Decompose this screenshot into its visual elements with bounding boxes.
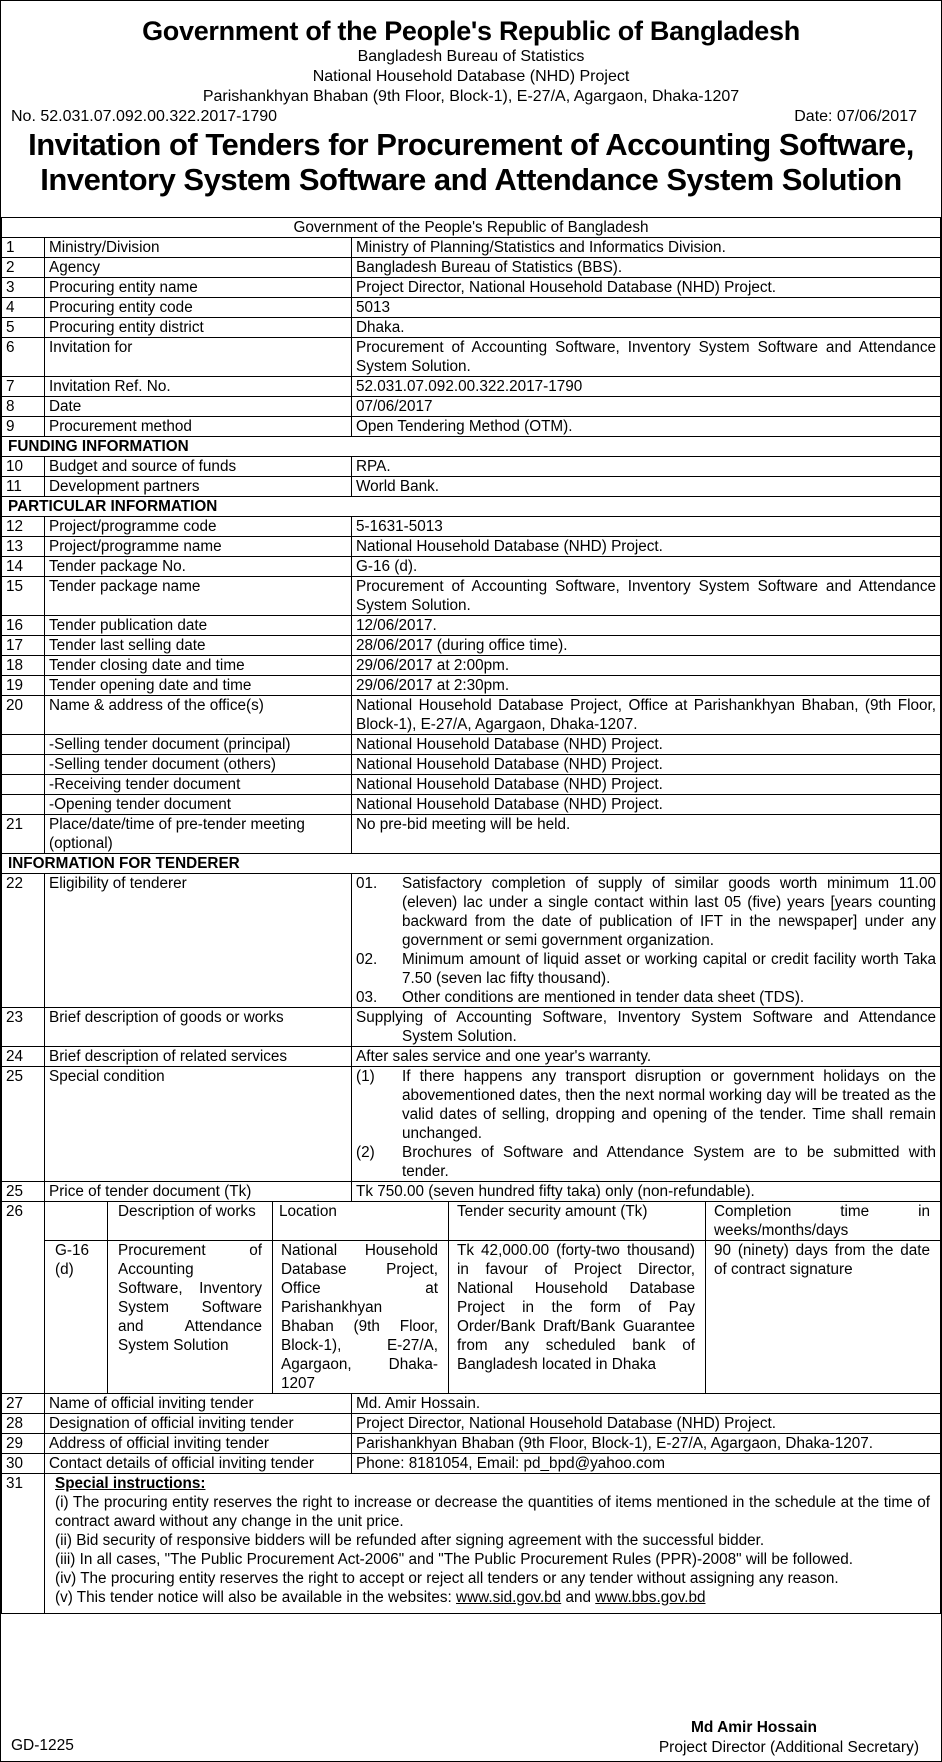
row-number: 10 xyxy=(2,457,45,477)
table-row xyxy=(2,397,941,417)
row-label: Budget and source of funds xyxy=(45,457,352,477)
row-value: National Household Database (NHD) Project. xyxy=(352,537,941,557)
list-marker: (1) xyxy=(356,1068,375,1085)
row-value: National Household Database (NHD) Project. xyxy=(352,755,941,775)
row-number xyxy=(2,755,45,775)
list-text: If there happens any transport disruption or government holidays on the abovementioned dates, then the next normal working day will be treated as the valid dates of selling, dropping and opening of the tender. Time shall remain unchanged. xyxy=(402,1068,936,1142)
list-text: Brochures of Software and Attendance System are to be submitted with tender. xyxy=(402,1144,936,1180)
tender-schedule-row xyxy=(2,1202,941,1394)
row-number: 25 xyxy=(2,1067,45,1182)
work-description: Procurement of Accounting Software, Inventory System Software and Attendance System Solution xyxy=(108,1241,273,1394)
bureau-name: Bangladesh Bureau of Statistics xyxy=(357,48,585,65)
row-number: 2 xyxy=(2,258,45,278)
row-value: After sales service and one year's warranty. xyxy=(352,1047,941,1067)
row-number xyxy=(2,775,45,795)
instructions-title: Special instructions: xyxy=(55,1475,206,1492)
special-instructions xyxy=(45,1474,941,1614)
table-row xyxy=(2,577,941,616)
row-number: 27 xyxy=(2,1394,45,1414)
row-value xyxy=(352,1067,941,1182)
table-row xyxy=(2,815,941,854)
row-value: Supplying of Accounting Software, Inventory System Software and Attendance System Solution. xyxy=(356,1009,936,1045)
table-row xyxy=(2,1414,941,1434)
row-number: 24 xyxy=(2,1047,45,1067)
row-number: 17 xyxy=(2,636,45,656)
row-label: Tender closing date and time xyxy=(45,656,352,676)
row-label: Name of official inviting tender xyxy=(45,1394,352,1414)
notice-title-line-1: Invitation of Tenders for Procurement of Accounting Software, xyxy=(28,127,914,162)
list-text: Other conditions are mentioned in tender data sheet (TDS). xyxy=(402,989,805,1006)
row-number: 30 xyxy=(2,1454,45,1474)
list-item xyxy=(356,1067,936,1143)
row-label: Tender publication date xyxy=(45,616,352,636)
reference-number: No. 52.031.07.092.00.322.2017-1790 xyxy=(11,108,278,125)
row-number: 26 xyxy=(2,1202,45,1394)
row-label: Procuring entity name xyxy=(45,278,352,298)
completion-time: 90 (ninety) days from the date of contract signature xyxy=(706,1241,941,1394)
list-marker: 03. xyxy=(356,989,378,1006)
instructions-title-wrap xyxy=(55,1474,930,1493)
row-number: 23 xyxy=(2,1008,45,1047)
row-value: 5-1631-5013 xyxy=(352,517,941,537)
table-row xyxy=(2,1008,941,1047)
table-row xyxy=(2,417,941,437)
section-heading: PARTICULAR INFORMATION xyxy=(2,497,941,517)
row-label: Brief description of related services xyxy=(45,1047,352,1067)
gd-code: GD-1225 xyxy=(11,1737,74,1754)
list-marker: 01. xyxy=(356,875,378,892)
schedule-cell xyxy=(45,1202,941,1394)
row-number: 25 xyxy=(2,1182,45,1202)
row-label: Development partners xyxy=(45,477,352,497)
row-label: Tender last selling date xyxy=(45,636,352,656)
eligibility-row xyxy=(2,874,941,1008)
row-value: 29/06/2017 at 2:30pm. xyxy=(352,676,941,696)
reference-row xyxy=(1,107,941,127)
row-value: Phone: 8181054, Email: pd_bpd@yahoo.com xyxy=(352,1454,941,1474)
special-instructions-row xyxy=(2,1474,941,1614)
table-row xyxy=(2,318,941,338)
row-value: 28/06/2017 (during office time). xyxy=(352,636,941,656)
row-label: -Receiving tender document xyxy=(45,775,352,795)
notice-title-line-2: Inventory System Software and Attendance System Solution xyxy=(40,162,902,197)
instruction-line: (iv) The procuring entity reserves the right to accept or reject all tenders or any tender without assigning any reason. xyxy=(55,1570,839,1587)
table-row xyxy=(2,477,941,497)
schedule-header: Tender security amount (Tk) xyxy=(449,1202,706,1241)
row-label: Project/programme name xyxy=(45,537,352,557)
table-title: Government of the People's Republic of Bangladesh xyxy=(2,218,941,238)
row-label: Eligibility of tenderer xyxy=(45,874,352,1008)
table-row xyxy=(2,616,941,636)
table-row xyxy=(2,636,941,656)
row-label: Project/programme code xyxy=(45,517,352,537)
row-value: National Household Database (NHD) Project. xyxy=(352,775,941,795)
table-row xyxy=(2,696,941,735)
section-tenderer xyxy=(2,854,941,874)
row-value: Tk 750.00 (seven hundred fifty taka) only (non-refundable). xyxy=(352,1182,941,1202)
row-label: Place/date/time of pre-tender meeting (optional) xyxy=(45,815,352,854)
row-label: Tender opening date and time xyxy=(45,676,352,696)
and-text: and xyxy=(561,1589,596,1606)
instruction-line: (ii) Bid security of responsive bidders will be refunded after signing agreement with the successful bidder. xyxy=(55,1532,765,1549)
row-value: National Household Database (NHD) Project. xyxy=(352,795,941,815)
row-label: Agency xyxy=(45,258,352,278)
row-number: 6 xyxy=(2,338,45,377)
table-row xyxy=(2,676,941,696)
row-value: 29/06/2017 at 2:00pm. xyxy=(352,656,941,676)
row-value: Procurement of Accounting Software, Inventory System Software and Attendance System Solution. xyxy=(352,338,941,377)
row-number: 8 xyxy=(2,397,45,417)
schedule-header-blank xyxy=(45,1202,108,1241)
row-label: Invitation for xyxy=(45,338,352,377)
row-value: G-16 (d). xyxy=(352,557,941,577)
row-number: 16 xyxy=(2,616,45,636)
tender-schedule-table xyxy=(45,1202,940,1393)
row-number: 18 xyxy=(2,656,45,676)
schedule-header: Location xyxy=(273,1202,449,1241)
row-value: Project Director, National Household Database (NHD) Project. xyxy=(352,278,941,298)
instruction-line: (i) The procuring entity reserves the right to increase or decrease the quantities of items mentioned in the schedule at the time of contract award without any change in the unit price. xyxy=(55,1494,930,1530)
row-number xyxy=(2,795,45,815)
package-number: G-16 (d) xyxy=(45,1241,108,1394)
row-value: No pre-bid meeting will be held. xyxy=(352,815,941,854)
row-label: -Selling tender document (others) xyxy=(45,755,352,775)
tender-info-table xyxy=(1,217,941,1614)
tender-security: Tk 42,000.00 (forty-two thousand) in favour of Project Director, National Household Database Project in the form of Pay Order/Bank Draft/Bank Guarantee from any scheduled bank of Bangladesh located in Dhaka xyxy=(449,1241,706,1394)
row-value: Md. Amir Hossain. xyxy=(352,1394,941,1414)
row-label: Procurement method xyxy=(45,417,352,437)
table-row xyxy=(2,775,941,795)
table-row xyxy=(2,457,941,477)
row-number: 7 xyxy=(2,377,45,397)
work-location: National Household Database Project, Office at Parishankhyan Bhaban (9th Floor, Block-1), E-27/A, Agargaon, Dhaka-1207 xyxy=(273,1241,449,1394)
list-text: Satisfactory completion of supply of similar goods worth minimum 11.00 (eleven) lac under a single contact within last 05 (five) years [years counting backward from the date of publication of IFT in the newspaper] under any government or semi government organization. xyxy=(402,875,936,949)
websites-text: (v) This tender notice will also be available in the websites: xyxy=(55,1589,457,1606)
schedule-data-row xyxy=(45,1241,940,1394)
section-particular xyxy=(2,497,941,517)
row-label: Contact details of official inviting tender xyxy=(45,1454,352,1474)
project-name: National Household Database (NHD) Project xyxy=(312,68,630,85)
row-number: 12 xyxy=(2,517,45,537)
list-item xyxy=(356,1143,936,1181)
list-marker: (2) xyxy=(356,1144,375,1161)
row-number: 15 xyxy=(2,577,45,616)
row-value: World Bank. xyxy=(352,477,941,497)
instruction-line-websites xyxy=(55,1588,930,1607)
section-heading: FUNDING INFORMATION xyxy=(2,437,941,457)
row-number: 4 xyxy=(2,298,45,318)
row-number xyxy=(2,735,45,755)
instruction-line: (iii) In all cases, "The Public Procurement Act-2006" and "The Public Procurement Rules (PPR)-2008" will be followed. xyxy=(55,1551,853,1568)
row-number: 11 xyxy=(2,477,45,497)
row-value: 12/06/2017. xyxy=(352,616,941,636)
table-row xyxy=(2,557,941,577)
table-row xyxy=(2,795,941,815)
row-label: Address of official inviting tender xyxy=(45,1434,352,1454)
row-value-cell xyxy=(352,1008,941,1047)
row-value: 52.031.07.092.00.322.2017-1790 xyxy=(352,377,941,397)
schedule-header: Completion time in weeks/months/days xyxy=(706,1202,941,1241)
table-title-row xyxy=(2,218,941,238)
row-value: Bangladesh Bureau of Statistics (BBS). xyxy=(352,258,941,278)
table-row xyxy=(2,1394,941,1414)
row-value xyxy=(352,874,941,1008)
row-value: Open Tendering Method (OTM). xyxy=(352,417,941,437)
row-value: National Household Database (NHD) Project. xyxy=(352,735,941,755)
row-number: 31 xyxy=(2,1474,45,1614)
row-label: Invitation Ref. No. xyxy=(45,377,352,397)
row-number: 5 xyxy=(2,318,45,338)
row-label: Tender package No. xyxy=(45,557,352,577)
row-number: 28 xyxy=(2,1414,45,1434)
row-value: National Household Database Project, Office at Parishankhyan Bhaban, (9th Floor, Block-1), E-27/A, Agargaon, Dhaka-1207. xyxy=(352,696,941,735)
table-row xyxy=(2,377,941,397)
row-number: 9 xyxy=(2,417,45,437)
notice-date: Date: 07/06/2017 xyxy=(794,108,917,125)
table-row xyxy=(2,1047,941,1067)
row-label: Date xyxy=(45,397,352,417)
row-number: 22 xyxy=(2,874,45,1008)
row-number: 20 xyxy=(2,696,45,735)
table-row xyxy=(2,517,941,537)
table-row xyxy=(2,298,941,318)
table-row xyxy=(2,338,941,377)
row-value: Project Director, National Household Database (NHD) Project. xyxy=(352,1414,941,1434)
row-value: Dhaka. xyxy=(352,318,941,338)
table-row xyxy=(2,1182,941,1202)
row-number: 19 xyxy=(2,676,45,696)
row-number: 29 xyxy=(2,1434,45,1454)
table-row xyxy=(2,1434,941,1454)
row-label: Price of tender document (Tk) xyxy=(45,1182,352,1202)
row-label: Special condition xyxy=(45,1067,352,1182)
notice-footer xyxy=(1,1713,941,1761)
row-label: -Selling tender document (principal) xyxy=(45,735,352,755)
table-row xyxy=(2,278,941,298)
row-label: Procuring entity district xyxy=(45,318,352,338)
list-item xyxy=(356,874,936,950)
list-text: Minimum amount of liquid asset or working capital or credit facility worth Taka 7.50 (seven lac fifty thousand). xyxy=(402,951,936,987)
row-label: Name & address of the office(s) xyxy=(45,696,352,735)
row-value: 07/06/2017 xyxy=(352,397,941,417)
row-label: Ministry/Division xyxy=(45,238,352,258)
row-number: 21 xyxy=(2,815,45,854)
website-link-bbs[interactable]: www.bbs.gov.bd xyxy=(595,1589,706,1606)
list-marker: 02. xyxy=(356,951,378,968)
special-condition-row xyxy=(2,1067,941,1182)
table-row xyxy=(2,537,941,557)
row-value: Ministry of Planning/Statistics and Informatics Division. xyxy=(352,238,941,258)
signatory-designation: Project Director (Additional Secretary) xyxy=(658,1739,919,1756)
section-funding xyxy=(2,437,941,457)
schedule-header-row xyxy=(45,1202,940,1241)
table-row xyxy=(2,258,941,278)
list-item xyxy=(356,950,936,988)
table-row xyxy=(2,1454,941,1474)
row-label: -Opening tender document xyxy=(45,795,352,815)
office-address: Parishankhyan Bhaban (9th Floor, Block-1), E-27/A, Agargaon, Dhaka-1207 xyxy=(202,88,740,105)
website-link-sid[interactable]: www.sid.gov.bd xyxy=(456,1589,562,1606)
row-number: 14 xyxy=(2,557,45,577)
government-title: Government of the People's Republic of Bangladesh xyxy=(142,16,800,46)
row-label: Tender package name xyxy=(45,577,352,616)
row-number: 3 xyxy=(2,278,45,298)
row-value: Procurement of Accounting Software, Inventory System Software and Attendance System Solution. xyxy=(352,577,941,616)
notice-header xyxy=(1,15,941,197)
row-number: 1 xyxy=(2,238,45,258)
section-heading: INFORMATION FOR TENDERER xyxy=(2,854,941,874)
row-value: Parishankhyan Bhaban (9th Floor, Block-1), E-27/A, Agargaon, Dhaka-1207. xyxy=(352,1434,941,1454)
row-value: 5013 xyxy=(352,298,941,318)
row-label: Brief description of goods or works xyxy=(45,1008,352,1047)
table-row xyxy=(2,755,941,775)
table-row xyxy=(2,238,941,258)
row-label: Procuring entity code xyxy=(45,298,352,318)
row-value: RPA. xyxy=(352,457,941,477)
row-label: Designation of official inviting tender xyxy=(45,1414,352,1434)
table-row xyxy=(2,656,941,676)
list-item xyxy=(356,988,936,1007)
row-number: 13 xyxy=(2,537,45,557)
table-row xyxy=(2,735,941,755)
signatory-name: Md Amir Hossain xyxy=(690,1719,817,1736)
schedule-header: Description of works xyxy=(108,1202,273,1241)
